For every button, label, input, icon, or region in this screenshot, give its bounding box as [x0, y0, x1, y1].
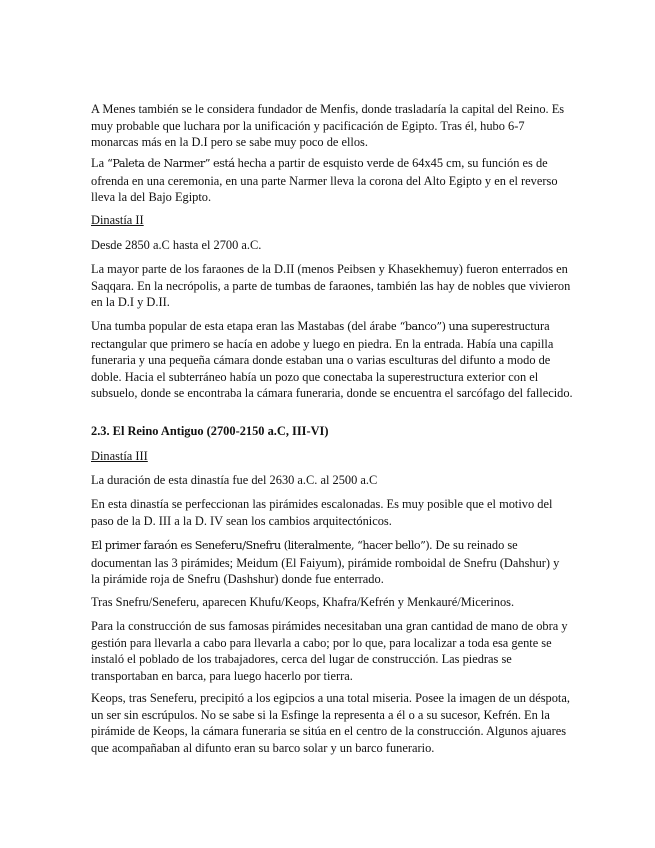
paragraph-text: La: [91, 156, 108, 170]
paragraph-dates-d2: Desde 2850 a.C hasta el 2700 a.C.: [91, 238, 262, 252]
paragraph-menes: A Menes también se le considera fundador de Menfis, donde trasladaría la capital del Reino. Es muy probable que luchara por la unificación y pacificación de Egipto. Tras él, hubo 6-7 monarcas más en la D.I pero se sabe muy poco de ellos.: [91, 102, 565, 150]
paragraph-paleta-narmer: [91, 155, 571, 206]
heading-dinastia-iii: Dinastía III: [91, 449, 148, 463]
primer-faraon-phrase: El primer faraón es Seneferu/Snefru (literalmente, “hacer bello”): [91, 539, 430, 552]
heading-dinastia-ii: Dinastía II: [91, 213, 144, 227]
paragraph-saqqara: La mayor parte de los faraones de la D.II (menos Peibsen y Khasekhemuy) fueron enterrados en Saqqara. En la necrópolis, a parte de tumbas de faraones, también las hay de nobles que vivieron en la D.I y D.II.: [91, 262, 571, 310]
paragraph-construccion: Para la construcción de sus famosas pirámides necesitaban una gran cantidad de mano de obra y gestión para llevarla a cabo para llevarla a cabo; por lo que, para localizar a toda esa gente se instaló el poblado de los trabajadores, cerca del lugar de construcción. Las piedras se transportaban en barca, para luego hacerlo por tierra.: [91, 619, 568, 683]
section-heading-reino-antiguo: 2.3. El Reino Antiguo (2700-2150 a.C, III-VI): [91, 424, 329, 438]
paragraph-keops: Keops, tras Seneferu, precipitó a los egipcios a una total miseria. Posee la imagen de un déspota, un ser sin escrúpulos. No se sabe si la Esfinge la representa a él o a su sucesor, Kefrén. En la pirámide de Keops, la cámara funeraria se sitúa en el centro de la construcción. Algunos ajuares que acompañaban al difunto eran su barco solar y un barco funerario.: [91, 691, 570, 755]
paragraph-mastabas: [91, 318, 577, 402]
paragraph-text: Una tumba popular de esta etapa eran las Mastabas (del árabe: [91, 319, 400, 333]
paragraph-text: hecha a partir de esquisto verde de 64x45 cm, su función es de ofrenda en una ceremonia, en una parte Narmer lleva la corona del Alto Egipto y en el reverso lleva la del Bajo Egipto.: [91, 156, 558, 205]
paragraph-seneferu: [91, 537, 571, 588]
paragraph-text: . De su reinado se documentan las 3 pirámides; Meidum (El Faiyum), pirámide romboidal de Snefru (Dahshur) y la pirámide roja de Snefru (Dashshur) donde fue enterrado.: [91, 538, 560, 587]
banco-phrase: “banco”) una super: [399, 320, 501, 333]
paragraph-khufu-khafra: Tras Snefru/Seneferu, aparecen Khufu/Keops, Khafra/Kefrén y Menkauré/Micerinos.: [91, 595, 515, 609]
paragraph-text: estructura rectangular que primero se hacía en adobe y luego en piedra. En la entrada. Había una capilla funeraria y una pequeña cámara donde estaban una o varias esculturas del difunto a modo de doble. Hacia el subterráneo había un pozo que conectaba la superestructura exterior con el subsuelo, donde se encontraba la cámara funeraria, donde se encuentra el sarcófago del fallecido.: [91, 319, 573, 401]
paragraph-piramides-escalonadas: En esta dinastía se perfeccionan las pirámides escalonadas. Es muy posible que el motivo del paso de la D. III a la D. IV sean los cambios arquitectónicos.: [91, 497, 553, 528]
paragraph-duracion-d3: La duración de esta dinastía fue del 2630 a.C. al 2500 a.C: [91, 473, 378, 487]
paleta-narmer-phrase: “Paleta de Narmer” está: [107, 157, 235, 170]
